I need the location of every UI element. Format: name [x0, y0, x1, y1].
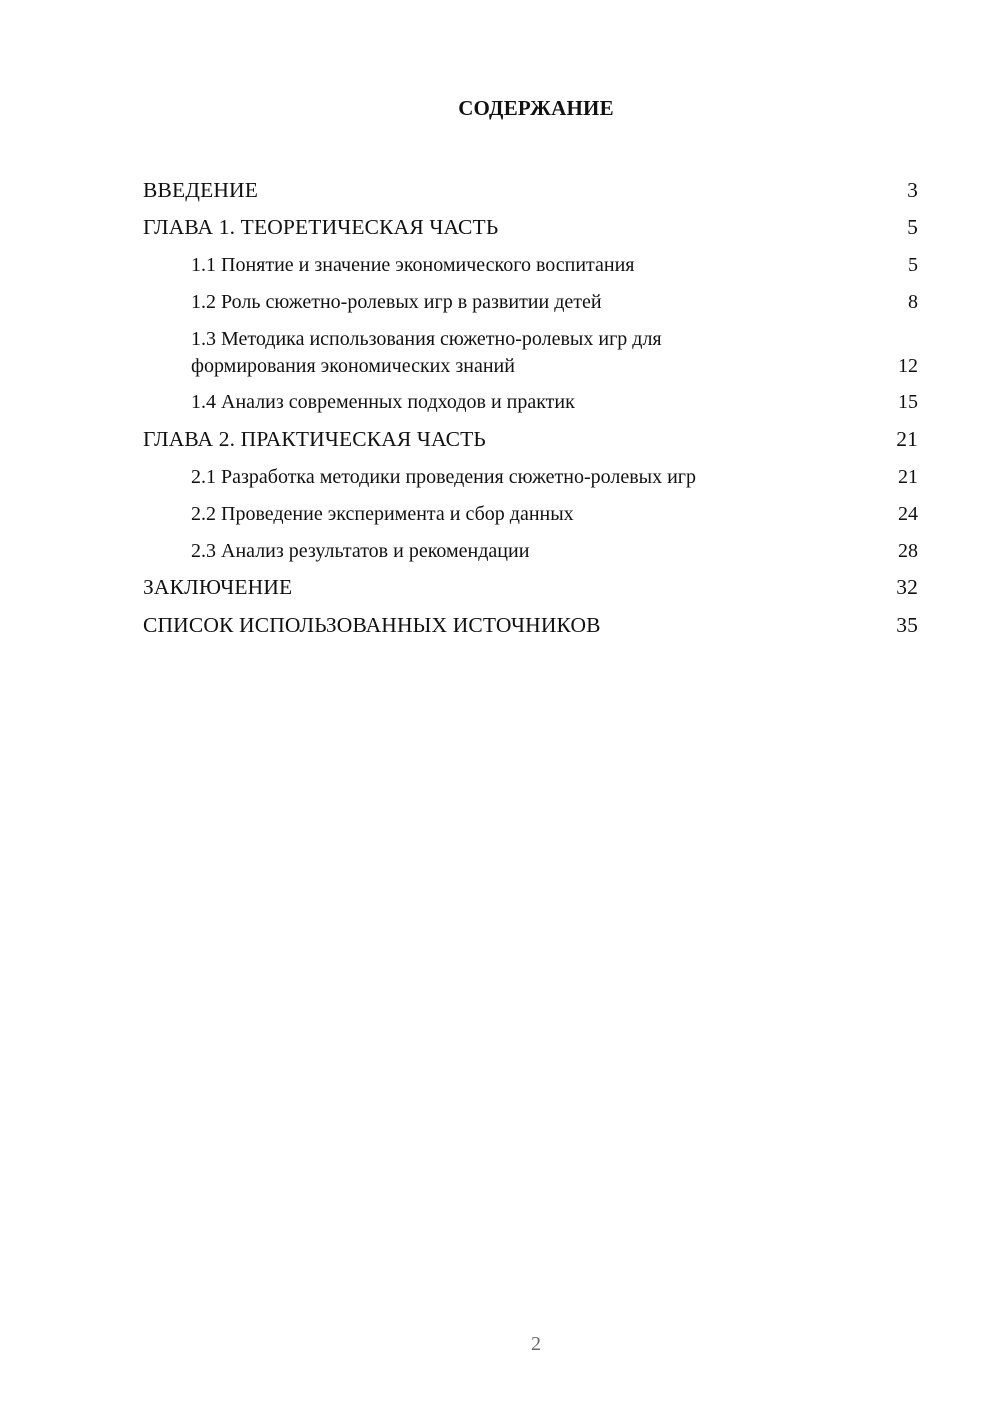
toc-entry-label: 1.1 Понятие и значение экономического воспитания [191, 254, 635, 276]
toc-entry-label: ЗАКЛЮЧЕНИЕ [143, 575, 293, 599]
toc-entry-label: 2.2 Проведение эксперимента и сбор данных [191, 502, 574, 525]
toc-entry-page: 5 [907, 215, 918, 239]
toc-entry-label: ГЛАВА 1. ТЕОРЕТИЧЕСКАЯ ЧАСТЬ [143, 215, 499, 239]
toc-entry-label: 2.3 Анализ результатов и рекомендации [191, 539, 530, 562]
toc-entry-section-1-2[interactable] [143, 280, 918, 317]
toc-entry-label: СПИСОК ИСПОЛЬЗОВАННЫХ ИСТОЧНИКОВ [143, 612, 601, 637]
toc-entry-page: 12 [898, 355, 918, 377]
toc-entry-page: 21 [898, 465, 918, 488]
toc-entry-chapter-1[interactable] [143, 206, 918, 244]
toc-entry-section-2-1[interactable] [143, 455, 918, 492]
toc-entry-page: 32 [896, 575, 918, 599]
toc-entry-page: 15 [898, 391, 918, 413]
toc-entry-page: 5 [908, 254, 918, 276]
toc-entry-label: 1.4 Анализ современных подходов и практик [191, 391, 575, 413]
toc-entry-label: ВВЕДЕНИЕ [143, 177, 258, 202]
toc-entry-section-1-1[interactable] [143, 243, 918, 280]
toc-entry-section-1-3[interactable] [143, 317, 918, 380]
toc-entry-page: 3 [907, 177, 918, 202]
table-of-contents [143, 168, 918, 641]
page-number: 2 [531, 1333, 541, 1355]
toc-entry-page: 8 [908, 291, 918, 313]
toc-entry-section-2-2[interactable] [143, 492, 918, 529]
toc-entry-page: 35 [896, 612, 918, 637]
toc-entry-page: 28 [898, 539, 918, 562]
toc-entry-label: 1.2 Роль сюжетно-ролевых игр в развитии детей [191, 291, 602, 313]
toc-entry-section-2-3[interactable] [143, 529, 918, 566]
toc-entry-references[interactable] [143, 603, 918, 641]
toc-entry-page: 24 [898, 502, 918, 525]
toc-entry-conclusion[interactable] [143, 566, 918, 604]
toc-entry-label: 2.1 Разработка методики проведения сюжетно-ролевых игр [191, 465, 696, 488]
toc-entry-section-1-4[interactable] [143, 380, 918, 417]
toc-title: СОДЕРЖАНИЕ [458, 96, 614, 120]
toc-entry-label: 1.3 Методика использования сюжетно-ролевых игр для формирования экономических знаний [191, 328, 662, 377]
toc-entry-label: ГЛАВА 2. ПРАКТИЧЕСКАЯ ЧАСТЬ [143, 426, 486, 451]
toc-entry-chapter-2[interactable] [143, 417, 918, 455]
toc-entry-page: 21 [896, 426, 918, 451]
toc-entry-introduction[interactable] [143, 168, 918, 206]
